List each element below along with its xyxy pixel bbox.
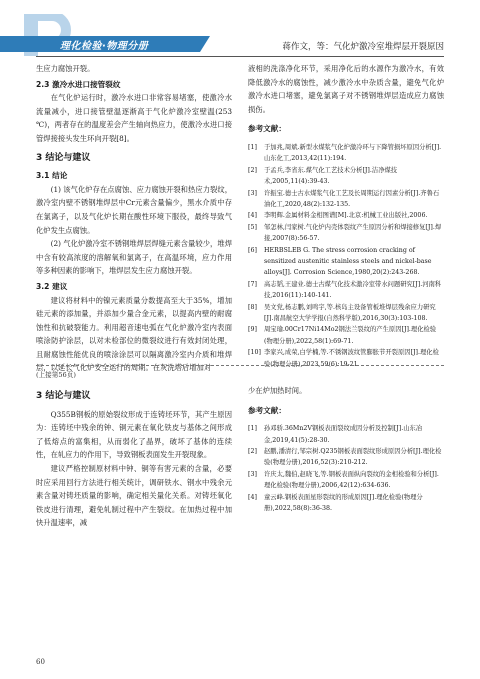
reference-item: [1] 孙邓骄.36Mn2V钢板表面裂纹成因分析及控制[J].山东冶金,2019,41(5):28-30.: [248, 425, 423, 444]
reference-list: [248, 142, 444, 370]
reference-item: [5] 邹怎林,闫家树.气化炉内壳体裂纹产生原因分析和焊接修复[J].焊接,2007(8):56-57.: [248, 223, 442, 243]
lower-right-column: [248, 384, 444, 514]
reference-item: [9] 周宝瑜.00Cr17Ni14Mo2钢法兰裂纹的产生原因[J].理化检验(物理分册),2022,58(1):69-71.: [248, 326, 437, 345]
continued-from-note: (上接第56页): [36, 371, 76, 379]
references-heading: 参考文献：: [248, 124, 286, 134]
upper-right-column: [248, 62, 444, 370]
reference-item: [6] HERBSLEB G. The stress corrosion cracking of sensitized austenitic stainless steels and nickel-base alloys[J]. Corrosion Science,1980,20(2):243-268.: [248, 246, 432, 277]
paragraph: 建议严格控制原材料中钟、铜等有害元素的含量，必要时应采用回行方法进行相关统计，调研铁水、钢水中残余元素含量对铸坯质量的影响，确定相关量化关系。对铸坯氧化铁皮进行清理，避免轧制过程中产生裂纹。在加热过程中加快升温速率，减: [36, 463, 232, 528]
reference-item: [3] 许振宝.德士古水煤浆气化工艺及长周期运行因素分析[J].齐鲁石油化工,2020,48(2):132-135.: [248, 189, 440, 208]
reference-item: [4] 童云峰.钢板表面星形裂纹的形成原因[J].理化检验(物理分册),2022,58(8):36-38.: [248, 493, 423, 513]
paragraph: 少在炉加热时间。: [248, 386, 307, 395]
reference-item: [8] 吴文党,杨志鹏,刘鸣宇,等.核岛主设备管板堆焊层残余应力研究[J].南昌航空大学学报(自然科学版),2016,30(3):103-108.: [248, 303, 436, 323]
paragraph: 在气化炉运行时，激冷水进口非常容易堵塞，使激冷水流量减小，进口接管壁温逐渐高于气化炉激冷室壁温(253 ℃)，两者存在的温度差会产生轴向热应力，使激冷水进口接管焊接接头发生环向开裂[8]。: [36, 93, 232, 143]
paragraph: (2) 气化炉激冷室不锈钢堆焊层焊缝元素含量较少，堆焊中含有较高浓度的溶解氧和氯离子，在高温环境，应力作用等多种因素的影响下，堆焊层发生应力腐蚀开裂。: [36, 239, 232, 276]
running-title: 蒋作文，等：气化炉激冷室堆焊层开裂原因: [282, 42, 444, 52]
paragraph: Q355B钢板的原始裂纹形成于连铸坯环节，其产生原因为：连铸坯中残余的钟、铜元素在氧化铁皮与基体之间形成了低熔点的富集相，从而弱化了晶界，破坏了基体的连续性，在轧应力的作用下，导致钢板表面发生开裂现象。: [36, 409, 232, 460]
reference-item: [1] 于加兆,周斌.新型水煤浆气化炉激冷环与下降管损坏原因分析[J].山东化工,2013,42(11):194.: [248, 143, 442, 163]
section-heading: 3.1 结论: [36, 171, 68, 181]
lower-left-column: [36, 384, 232, 530]
reference-item: [2] 赵鹏,潘清行,邹宗树.Q235钢板表面裂纹形成原因分析[J].理化检验(物理分册),2016,52(3):210-212.: [248, 448, 442, 467]
reference-list: [248, 423, 444, 514]
header-rule: [36, 56, 444, 57]
references-heading: 参考文献：: [248, 405, 286, 415]
section-heading: 3 结论与建议: [36, 152, 91, 163]
paragraph: 建议将材料中的镍元素质量分数提高至大于35%，增加硅元素的添加量，并添加少量合金元素，以提高内壁的耐腐蚀性和抗破裂能力。利用超音速电弧在气化炉激冷室内表面喷涂防护涂层，以对未检部位的微裂纹进行有效封闭处理，且耐腐蚀性能优良的喷涂涂层可以隔离激冷室内介质和堆焊层，以延长气化炉安全运行的周期。在灰洗塔后增加对: [36, 295, 232, 373]
paragraph: (1) 该气化炉存在点腐蚀、应力腐蚀开裂和热应力裂纹，激冷室内壁不锈钢堆焊层中Cr元素含量偏少，黑水介质中存在氯离子，以及气化炉长期在酸性环境下服役，最终导致气化炉发生点腐蚀。: [36, 184, 232, 235]
upper-left-column: [36, 62, 232, 375]
reference-item: [3] 许庆太,魏伯,赵晓飞,等.钢板表面纵向裂纹的金相检验和分析[J].理化检验(物理分册),2006,42(12):634-636.: [248, 470, 439, 490]
section-heading: 2.3 激冷水进口接管裂纹: [36, 79, 121, 89]
page-number: 60: [36, 658, 45, 666]
section-heading: 3.2 建议: [36, 281, 68, 291]
section-heading: 3 结论与建议: [36, 391, 91, 401]
reference-item: [10] 李家兴,成荣,白学楠,等.不锈钢波纹管膨胀节开裂原因[J].理化检验(物理分册),2023,59(6):19-21.: [248, 349, 439, 368]
journal-logo-text: 理化检验·物理分册: [60, 41, 149, 52]
reference-item: [4] 李明辉.金属材料金相图谱[M].北京:机械工业出版社,2006.: [248, 212, 428, 220]
reference-item: [2] 于孟兵,李省东.煤气化工艺技术分析[J].洁净煤技术,2005,11(4):39-43.: [248, 166, 398, 186]
paragraph: 生应力腐蚀开裂。: [36, 64, 95, 73]
paragraph: 液相的洗涤净化环节，采用净化后的水源作为激冷水，有效降低激冷水的腐蚀性，减少激冷水中杂质含量，避免气化炉激冷水进口堵塞，避免氯离子对不锈钢堆焊层造成应力腐蚀损伤。: [248, 64, 444, 114]
article-divider: [36, 365, 444, 366]
reference-item: [7] 高志韬,王建业.德士古煤气化技术激冷室带水问题研究[J].河南科技,2016(11):140-141.: [248, 280, 442, 300]
page-header: [0, 0, 480, 60]
